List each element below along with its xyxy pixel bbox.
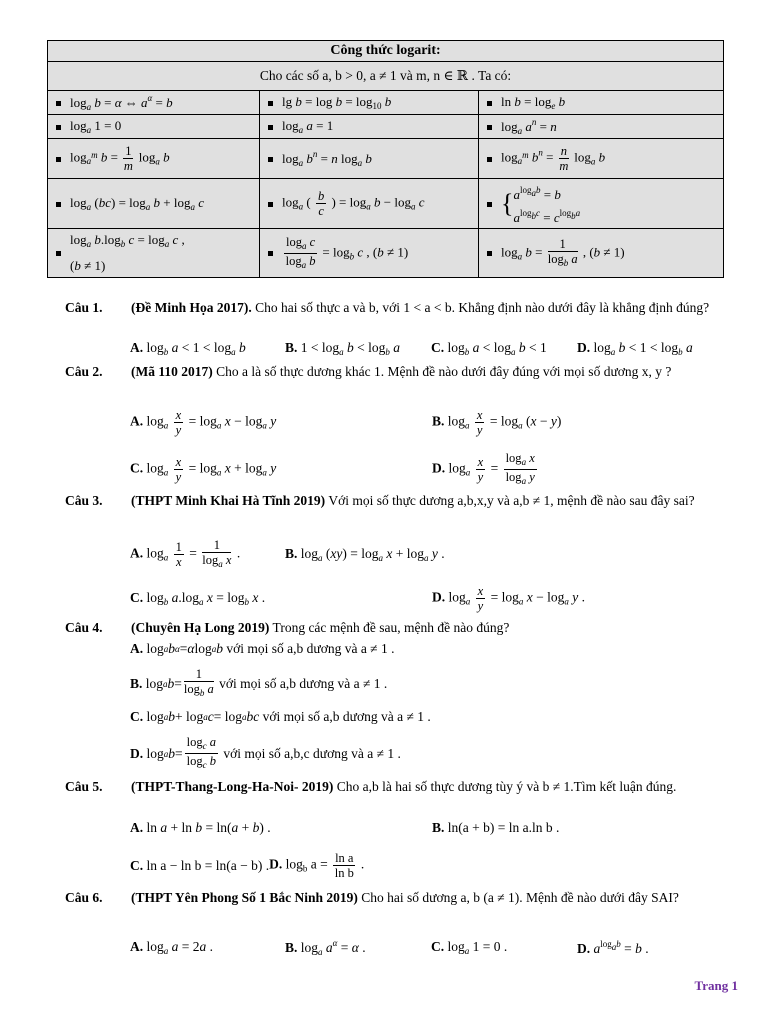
question-6 xyxy=(65,888,741,908)
option-d[interactable]: D. $\log_a$ $\frac{x}{y}$ = $\frac{\log_a x}{\log_a y}$ xyxy=(432,451,535,486)
question-number: Câu 2. xyxy=(65,364,103,379)
question-2 xyxy=(65,362,741,382)
option-c[interactable]: C. $\log_a 1 = 0$ . xyxy=(431,939,508,956)
formula-cell: $\log_a b = \alpha$ ⇔ $a^\alpha = b$ xyxy=(48,91,260,115)
option-condition: với mọi số a,b dương và a ≠ 1 . xyxy=(219,675,388,691)
option-b[interactable]: B. $\log_a$ $\frac{x}{y}$ = $\log_a (x - y)$ xyxy=(432,408,562,437)
question-source: (THPT Yên Phong Số 1 Bắc Ninh 2019) xyxy=(131,890,358,905)
option-a[interactable]: A. $\log_a a = 2a$ . xyxy=(130,939,214,956)
question-source: (Mã 110 2017) xyxy=(131,364,213,379)
formula-cell: {$a^{log_ab} = b$ $a^{log_bc} = c^{log_ba}$ xyxy=(479,179,724,229)
option-condition: với mọi số a,b,c dương và a ≠ 1 . xyxy=(223,745,401,761)
q2-options-row1 xyxy=(130,408,561,437)
q3-options-row2 xyxy=(130,584,585,613)
option-c[interactable]: C. ln a − ln b = ln(a − b) . xyxy=(130,857,270,873)
q1-options xyxy=(130,340,693,357)
formula-cell: $\log_a b^n = n$ $\log_a b$ xyxy=(260,139,479,179)
question-text: Cho a là số thực dương khác 1. Mệnh đề nào dưới đây đúng với mọi số dương x, y ? xyxy=(216,364,672,379)
option-b[interactable]: B. ln(a + b) = ln a.ln b . xyxy=(432,820,560,835)
question-number: Câu 3. xyxy=(65,493,103,508)
formula-cell: $\log_a a = 1$ xyxy=(260,115,479,139)
formula-cell: $\log_a a^n = n$ xyxy=(479,115,724,139)
table-title: Công thức logarit: xyxy=(48,41,724,62)
q6-options xyxy=(130,938,649,957)
q3-options-row1 xyxy=(130,538,445,571)
question-number: Câu 5. xyxy=(65,779,103,794)
formula-cell: $\log_a b$ = $\frac{1}{\log_b a}$ , (b ≠ 1) xyxy=(479,229,724,278)
question-text: Cho hai số thực a và b, với 1 < a < b. Khẳng định nào dưới đây là khẳng định đúng? xyxy=(255,300,710,315)
option-b[interactable]: B. $1 < \log_a b < \log_b a$ xyxy=(285,340,401,357)
formula-cell: $\log_{a^m} b$ = $\frac{1}{m}$ $\log_a b$ xyxy=(48,139,260,179)
option-d[interactable]: D. $\log_a$ $\frac{x}{y}$ = $\log_a x - \log_a y$ . xyxy=(432,584,585,613)
option-c[interactable]: C. $\log_b a.\log_a$ $x = \log_b x$ . xyxy=(130,590,266,607)
q4-option-b[interactable]: B. log a b = $\frac{1}{\log_b a}$ với mọi số a,b dương và a ≠ 1 . xyxy=(130,667,388,698)
q4-option-a[interactable]: A. log a b α = α log a b với mọi số a,b dương và a ≠ 1 . xyxy=(130,641,395,656)
option-a[interactable]: A. $\log_a$ $\frac{1}{x}$ = $\frac{1}{\log_a x}$ . xyxy=(130,538,241,569)
question-number: Câu 4. xyxy=(65,620,103,635)
question-text: Trong các mệnh đề sau, mệnh đề nào đúng? xyxy=(272,620,510,635)
q4-option-c[interactable]: C. log a b + log a c = log a bc với mọi số a,b dương và a ≠ 1 . xyxy=(130,709,431,724)
table-intro: Cho các số a, b > 0, a ≠ 1 và m, n ∈ ℝ . Ta có: xyxy=(48,62,724,91)
question-text: Với mọi số thực dương a,b,x,y và a,b ≠ 1, mệnh đề nào sau đây sai? xyxy=(328,493,695,508)
log-formula-table xyxy=(47,40,724,278)
option-d[interactable]: D. $\log_a b < 1 < \log_b a$ xyxy=(577,340,693,357)
formula-cell: $\log_a (bc) = \log_a b + \log_a c$ xyxy=(48,179,260,229)
question-text: Cho a,b là hai số thực dương tùy ý và b ≠ 1.Tìm kết luận đúng. xyxy=(336,779,677,794)
question-number: Câu 1. xyxy=(65,300,103,315)
question-number: Câu 6. xyxy=(65,890,103,905)
question-text: Cho hai số dương a, b (a ≠ 1). Mệnh đề nào dưới đây SAI? xyxy=(361,890,679,905)
option-a[interactable]: A. ln a + ln b = ln(a + b) . xyxy=(130,820,271,835)
formula-cell: $\frac{\log_a c}{\log_a b}$ = $\log_b c$ , (b ≠ 1) xyxy=(260,229,479,278)
q5-options-row1 xyxy=(130,820,559,836)
option-b[interactable]: B. $\log_a a^\alpha = \alpha$ . xyxy=(285,938,366,957)
question-5 xyxy=(65,777,741,797)
option-b[interactable]: B. $\log_a (xy) = \log_a x + \log_a y$ . xyxy=(285,546,445,563)
q5-options-row2 xyxy=(130,851,364,880)
question-source: (THPT Minh Khai Hà Tĩnh 2019) xyxy=(131,493,326,508)
question-source: (Đề Minh Họa 2017). xyxy=(131,300,252,315)
q2-options-row2 xyxy=(130,451,539,488)
question-3 xyxy=(65,491,741,511)
formula-cell: $\lg b = \log b = \log_{10} b$ xyxy=(260,91,479,115)
option-condition: với mọi số a,b dương và a ≠ 1 . xyxy=(262,709,431,724)
formula-cell: $\ln b = \log_e b$ xyxy=(479,91,724,115)
option-c[interactable]: C. $\log_b a < \log_a b < 1$ xyxy=(431,340,547,357)
question-source: (THPT-Thang-Long-Ha-Noi- 2019) xyxy=(131,779,334,794)
formula-cell: $\log_a$ ( $\frac{b}{c}$ ) = $\log_a b - \log_a c$ xyxy=(260,179,479,229)
question-1 xyxy=(65,298,741,318)
q4-option-d[interactable]: D. log a b = $\frac{\log_c a}{\log_c b}$ với mọi số a,b,c dương và a ≠ 1 . xyxy=(130,735,401,770)
page-number: Trang 1 xyxy=(694,978,738,993)
formula-cell: $\log_a b.\log_b$ $c = \log_a c$ , (b ≠ 1) xyxy=(48,229,260,278)
question-4 xyxy=(65,618,741,638)
option-a[interactable]: A. $\log_a$ $\frac{x}{y}$ = $\log_a x - \log_a y$ xyxy=(130,408,277,437)
option-d[interactable]: D. $a^{log_ab} = b$ . xyxy=(577,938,649,956)
option-d[interactable]: D. $\log_b a$ = $\frac{\text{ln a}}{\text{ln b}}$ . xyxy=(269,851,365,880)
option-c[interactable]: C. $\log_a$ $\frac{x}{y}$ = $\log_a x + \log_a y$ xyxy=(130,455,277,484)
question-source: (Chuyên Hạ Long 2019) xyxy=(131,620,270,635)
formula-cell: $\log_a 1 = 0$ xyxy=(48,115,260,139)
formula-cell: $\log_{a^m} b^n$ = $\frac{n}{m}$ $\log_a b$ xyxy=(479,139,724,179)
option-a[interactable]: A. $\log_b a < 1 < \log_a b$ xyxy=(130,340,246,357)
option-condition: với mọi số a,b dương và a ≠ 1 . xyxy=(226,641,395,656)
